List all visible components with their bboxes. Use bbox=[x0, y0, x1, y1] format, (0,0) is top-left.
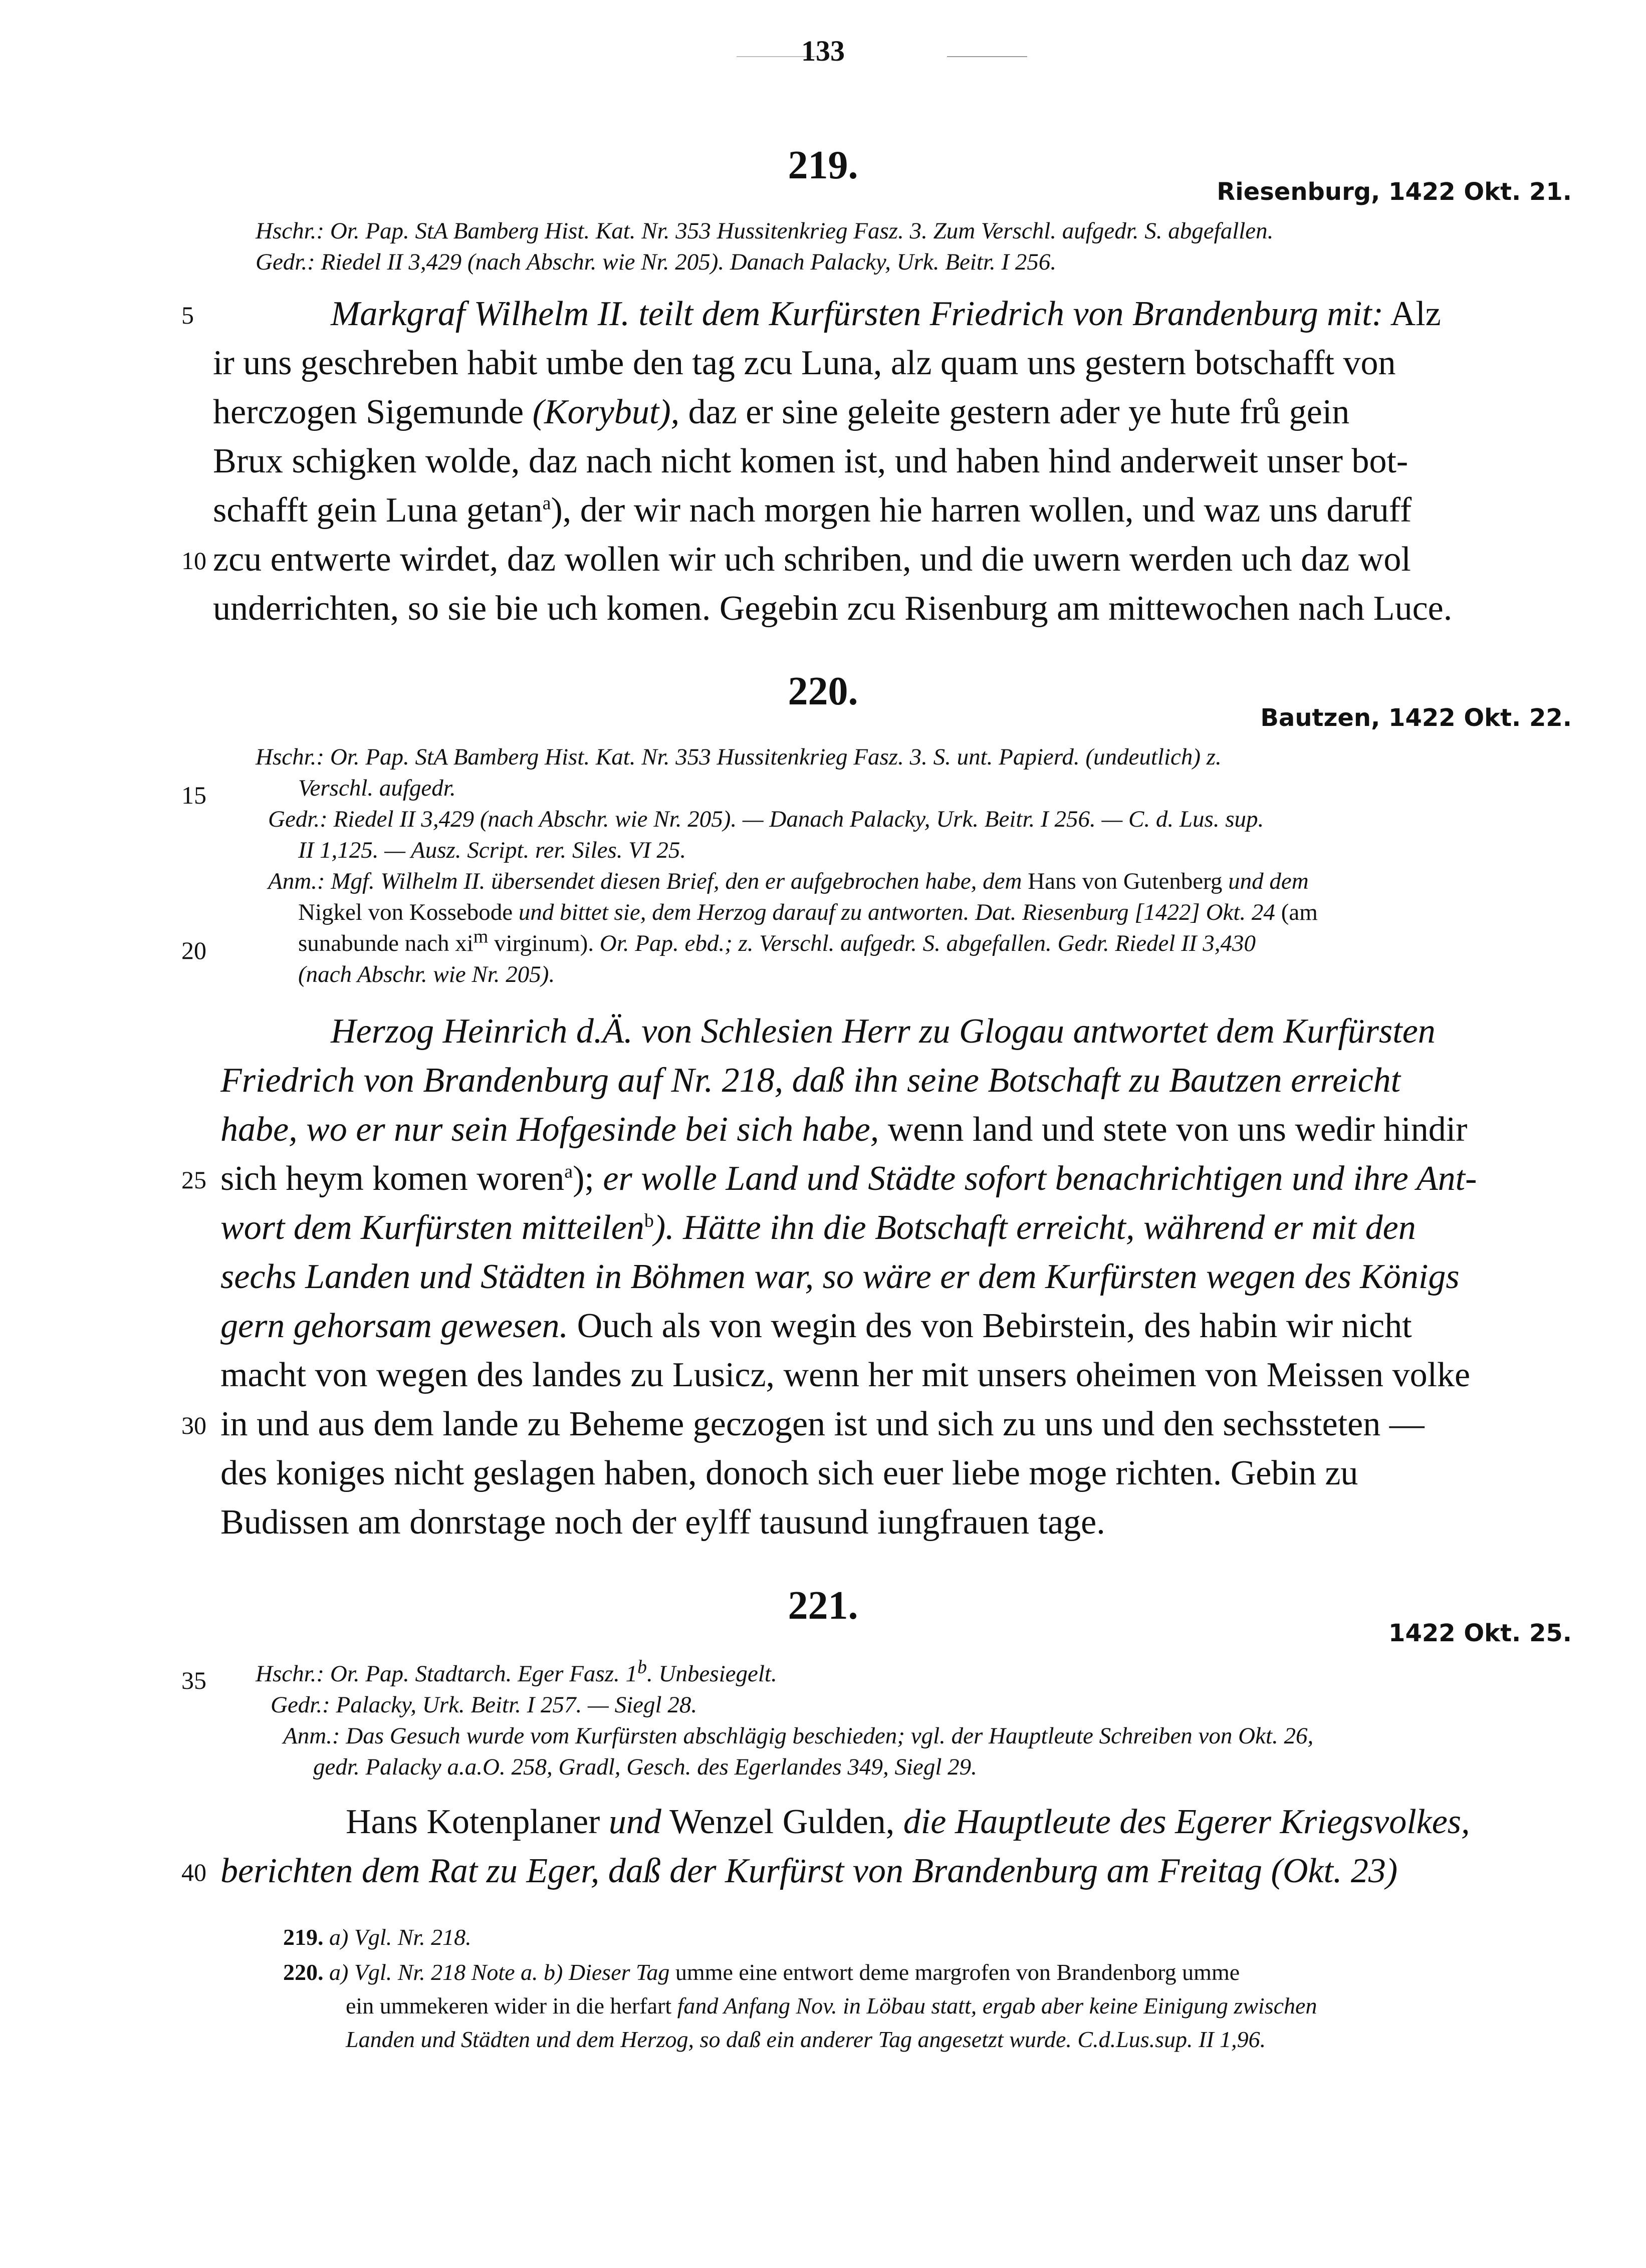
text-221-seg-0: Hans Kotenplaner bbox=[346, 1803, 600, 1841]
text-221-line-1: berichten dem Rat zu Eger, daß der Kurfürst von Brandenburg am Freitag (Okt. 23) bbox=[220, 1852, 1398, 1890]
annotation-220-seg-7: Nigkel von Kossebode bbox=[298, 899, 513, 925]
annotation-220-seg-5: Hans von Gutenberg bbox=[1028, 868, 1223, 894]
print-note-220-cont: II 1,125. — Ausz. Script. rer. Siles. VI 25. bbox=[298, 837, 686, 863]
text-220-line-10: Budissen am donrstage noch der eylff tausund iungfrauen tage. bbox=[220, 1503, 1105, 1542]
line-number-15: 15 bbox=[181, 781, 206, 809]
text-220-line-2 bbox=[220, 1105, 1468, 1154]
text-219-seg-3: (Korybut), bbox=[532, 393, 680, 431]
manuscript-note-221-seg-2: . Unbesiegelt. bbox=[646, 1661, 777, 1687]
text-220-seg-4: sich heym komen woren bbox=[220, 1159, 565, 1198]
line-number-35: 35 bbox=[181, 1666, 206, 1694]
annotation-220-seg-11: m bbox=[473, 926, 489, 947]
footnote-mark-a-220: a bbox=[564, 1161, 573, 1182]
text-221-seg-3: die Hauptleute des Egerer Kriegsvolkes, bbox=[903, 1803, 1470, 1841]
document-number-219: 219. bbox=[788, 143, 858, 187]
footnote-220-rest: fand Anfang Nov. in Löbau statt, ergab aber keine Einigung zwischen bbox=[677, 1993, 1317, 2019]
annotation-220-line-4: (nach Abschr. wie Nr. 205). bbox=[298, 961, 555, 987]
text-220-line-3 bbox=[220, 1154, 1477, 1203]
text-219-line-6: underrichten, so sie bie uch komen. Gegebin zcu Risenburg am mittewochen nach Luce. bbox=[213, 589, 1453, 628]
text-220-line-6 bbox=[220, 1302, 1412, 1351]
text-220-line-5: sechs Landen und Städten in Böhmen war, so wäre er dem Kurfürsten wegen des Königs bbox=[220, 1257, 1460, 1296]
manuscript-note-221-seg-1: b bbox=[637, 1656, 647, 1678]
text-221-line-0 bbox=[346, 1798, 1470, 1847]
page-number: 133 bbox=[801, 35, 845, 67]
text-220-seg-12: gern gehorsam gewesen. bbox=[220, 1307, 569, 1345]
annotation-220-line-3 bbox=[298, 928, 1256, 959]
text-220-line-4 bbox=[220, 1203, 1416, 1252]
document-number-221: 221. bbox=[788, 1584, 858, 1628]
text-220-line-1: Friedrich von Brandenburg auf Nr. 218, daß ihn seine Botschaft zu Bautzen erreicht bbox=[220, 1061, 1401, 1100]
manuscript-note-221 bbox=[256, 1658, 777, 1689]
print-note-221: Gedr.: Palacky, Urk. Beitr. I 257. — Siegl 28. bbox=[271, 1692, 697, 1718]
text-221-seg-2: Wenzel Gulden, bbox=[669, 1803, 895, 1841]
footnote-mark-b-220: b bbox=[644, 1210, 654, 1231]
text-220-line-7: macht von wegen des landes zu Lusicz, wenn her mit unsers oheimen von Meissen volke bbox=[220, 1356, 1471, 1394]
text-220-seg-2: habe, wo er nur sein Hofgesinde bei sich habe, bbox=[220, 1110, 879, 1149]
line-number-20: 20 bbox=[181, 936, 206, 964]
text-220-seg-6: ); bbox=[573, 1159, 594, 1198]
manuscript-note-220: Hschr.: Or. Pap. StA Bamberg Hist. Kat. Nr. 353 Hussitenkrieg Fasz. 3. S. unt. Papierd. (undeutlich) z. bbox=[256, 744, 1222, 770]
text-219-line-4 bbox=[213, 486, 1412, 535]
line-number-10: 10 bbox=[181, 547, 206, 575]
header-rule-right bbox=[947, 56, 1027, 57]
dateline-221: 1422 Okt. 25. bbox=[1388, 1619, 1572, 1647]
manuscript-note-220-cont: Verschl. aufgedr. bbox=[298, 775, 456, 801]
text-220-line-9: des koniges nicht geslagen haben, donoch sich euer liebe moge richten. Gebin zu bbox=[220, 1454, 1358, 1492]
footnote-220-line-1 bbox=[283, 1956, 1240, 1988]
manuscript-note-221-seg-0: Hschr.: Or. Pap. Stadtarch. Eger Fasz. 1 bbox=[256, 1661, 637, 1687]
annotation-220-line-2 bbox=[298, 897, 1318, 928]
text-220-seg-3: wenn land und stete von uns wedir hindir bbox=[887, 1110, 1468, 1149]
footnote-220-quote: umme eine entwort deme margrofen von Brandenborg umme bbox=[675, 1959, 1240, 1985]
footnote-220-label: 220. bbox=[283, 1959, 324, 1985]
annotation-220-seg-13: Or. Pap. ebd.; z. Verschl. aufgedr. S. abgefallen. Gedr. Riedel II 3,430 bbox=[599, 930, 1256, 956]
text-220-seg-8: wort dem Kurfürsten mitteilen bbox=[220, 1208, 644, 1247]
line-number-5: 5 bbox=[181, 301, 194, 329]
print-note-220: Gedr.: Riedel II 3,429 (nach Abschr. wie Nr. 205). — Danach Palacky, Urk. Beitr. I 256. — C. d. Lus. sup. bbox=[268, 806, 1264, 832]
footnote-220-quote2: ein ummekeren wider in die herfart bbox=[346, 1993, 672, 2019]
line-number-40: 40 bbox=[181, 1858, 206, 1886]
text-219-seg-8: ), der wir nach morgen hie harren wollen, und waz uns daruff bbox=[551, 491, 1412, 530]
annotation-220-seg-8: und bittet sie, dem Herzog darauf zu antworten. Dat. Riesenburg [1422] Okt. 24 bbox=[518, 899, 1275, 925]
line-number-25: 25 bbox=[181, 1166, 206, 1194]
manuscript-note-219: Hschr.: Or. Pap. StA Bamberg Hist. Kat. Nr. 353 Hussitenkrieg Fasz. 3. Zum Verschl. aufgedr. S. abgefallen. bbox=[256, 218, 1274, 244]
annotation-221-line-1: Anm.: Das Gesuch wurde vom Kurfürsten abschlägig beschieden; vgl. der Hauptleute Schreiben von Okt. 26, bbox=[283, 1723, 1314, 1749]
text-219-line-1: ir uns geschreben habit umbe den tag zcu Luna, alz quam uns gestern botschafft von bbox=[213, 344, 1396, 382]
annotation-220-seg-9: (am bbox=[1281, 899, 1318, 925]
text-219-line-5: zcu entwerte wirdet, daz wollen wir uch schriben, und die uwern werden uch daz wol bbox=[213, 540, 1411, 579]
text-219-seg-4: daz er sine geleite gestern ader ye hute frů gein bbox=[688, 393, 1350, 431]
text-220-seg-10: ). Hätte ihn die Botschaft erreicht, während er mit den bbox=[653, 1208, 1416, 1247]
dateline-219: Riesenburg, 1422 Okt. 21. bbox=[1217, 178, 1572, 206]
text-219-seg-6: schafft gein Luna getan bbox=[213, 491, 543, 530]
text-219-line-3: Brux schigken wolde, daz nach nicht komen ist, und haben hind anderweit unser bot- bbox=[213, 442, 1408, 480]
footnote-219-label: 219. bbox=[283, 1924, 324, 1950]
footnote-219-text: a) Vgl. Nr. 218. bbox=[329, 1924, 472, 1950]
annotation-220-line-1 bbox=[268, 866, 1309, 897]
annotation-221-line-2: gedr. Palacky a.a.O. 258, Gradl, Gesch. des Egerlandes 349, Siegl 29. bbox=[313, 1754, 977, 1780]
footnote-220-line-2 bbox=[346, 1990, 1317, 2022]
document-number-220: 220. bbox=[788, 669, 858, 713]
annotation-220-seg-10: sunabunde nach xi bbox=[298, 930, 474, 956]
footnote-mark-a: a bbox=[542, 492, 551, 514]
text-220-seg-7: er wolle Land und Städte sofort benachrichtigen und ihre Ant- bbox=[603, 1159, 1477, 1198]
text-221-seg-1: und bbox=[608, 1803, 661, 1841]
text-219-0: Alz bbox=[1390, 295, 1441, 333]
annotation-220-seg-12: virginum). bbox=[494, 930, 594, 956]
text-220-seg-13: Ouch als von wegin des von Bebirstein, des habin wir nicht bbox=[577, 1307, 1412, 1345]
text-219-line-2 bbox=[213, 388, 1349, 437]
footnote-219 bbox=[283, 1921, 472, 1953]
text-219-seg-2: herczogen Sigemunde bbox=[213, 393, 524, 431]
footnote-220-a: a) Vgl. Nr. 218 Note a. b) Dieser Tag bbox=[329, 1959, 670, 1985]
summary-line-219 bbox=[331, 290, 1441, 339]
line-number-30: 30 bbox=[181, 1411, 206, 1439]
annotation-220-seg-4: Anm.: Mgf. Wilhelm II. übersendet diesen Brief, den er aufgebrochen habe, dem bbox=[268, 868, 1022, 894]
print-note-219: Gedr.: Riedel II 3,429 (nach Abschr. wie Nr. 205). Danach Palacky, Urk. Beitr. I 256. bbox=[256, 249, 1057, 275]
text-220-line-0: Herzog Heinrich d.Ä. von Schlesien Herr zu Glogau antwortet dem Kurfürsten bbox=[331, 1012, 1436, 1051]
annotation-220-seg-6: und dem bbox=[1228, 868, 1309, 894]
text-220-line-8: in und aus dem lande zu Beheme geczogen ist und sich zu uns und den sechssteten — bbox=[220, 1405, 1425, 1443]
dateline-220: Bautzen, 1422 Okt. 22. bbox=[1260, 704, 1572, 732]
footnote-220-line-3: Landen und Städten und dem Herzog, so daß ein anderer Tag angesetzt wurde. C.d.Lus.sup. II 1,96. bbox=[346, 2027, 1266, 2052]
summary-219: Markgraf Wilhelm II. teilt dem Kurfürsten Friedrich von Brandenburg mit: bbox=[331, 295, 1384, 333]
